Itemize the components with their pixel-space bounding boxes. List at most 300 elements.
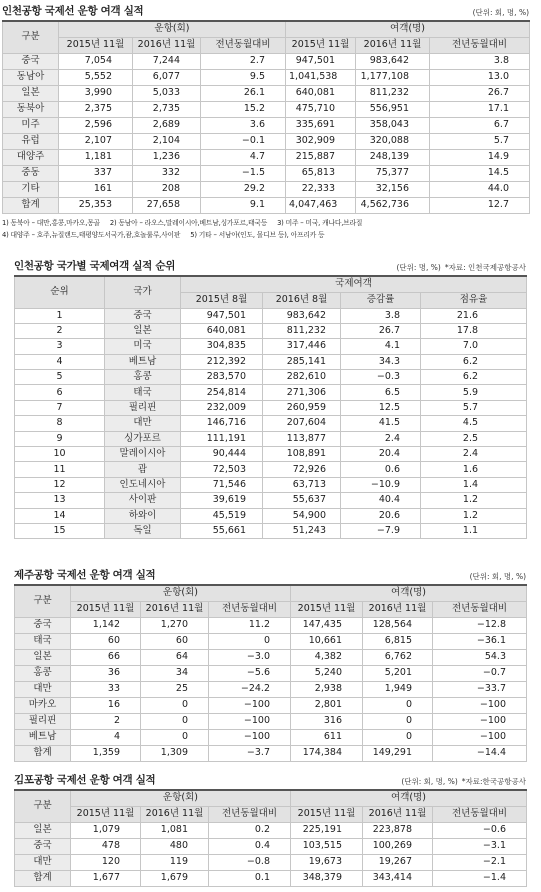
share-cell: 6.2 [421, 354, 527, 369]
flights-yoy-header: 전년동월대비 [201, 37, 286, 53]
aug-2016-cell: 113,877 [263, 431, 341, 446]
flights-2016-cell: 208 [133, 181, 201, 197]
rank-cell: 2 [15, 323, 105, 338]
region-cell: 중국 [3, 53, 59, 69]
passengers-2016-cell: 0 [363, 713, 433, 729]
passengers-2016-cell: 6,762 [363, 649, 433, 665]
region-cell: 동북아 [3, 101, 59, 117]
flights-2016-cell: 2,735 [133, 101, 201, 117]
passengers-yoy-cell: 44.0 [430, 181, 530, 197]
passengers-2016-cell: 19,267 [363, 854, 433, 870]
change-rate-cell: 6.5 [341, 385, 421, 400]
flights-2015-header: 2015년 11월 [71, 601, 141, 617]
source-text: *자료:한국공항공사 [461, 777, 526, 786]
rank-cell: 1 [15, 308, 105, 323]
table-row [3, 85, 530, 101]
table-row [15, 633, 527, 649]
flights-2015-cell: 1,359 [71, 745, 141, 761]
table-row [15, 649, 527, 665]
aug-2015-cell: 212,392 [181, 354, 263, 369]
passengers-yoy-cell: 6.7 [430, 117, 530, 133]
table-body [3, 53, 530, 213]
flights-2015-cell: 4 [71, 729, 141, 745]
table-row [15, 308, 527, 323]
source-text: *자료: 인천국제공항공사 [444, 263, 526, 272]
table-row [15, 447, 527, 462]
flights-yoy-cell: −24.2 [209, 681, 291, 697]
passengers-2016-cell: 6,815 [363, 633, 433, 649]
table-row [15, 493, 527, 508]
passengers-2015-cell: 65,813 [286, 165, 356, 181]
flights-2016-cell: 60 [141, 633, 209, 649]
passengers-2015-cell: 215,887 [286, 149, 356, 165]
change-rate-cell: 40.4 [341, 493, 421, 508]
passengers-2016-cell: 358,043 [356, 117, 430, 133]
aug-2015-cell: 254,814 [181, 385, 263, 400]
share-cell: 17.8 [421, 323, 527, 338]
passengers-2016-cell: 1,177,108 [356, 69, 430, 85]
passengers-2016-cell: 149,291 [363, 745, 433, 761]
footnotes [2, 217, 529, 241]
passengers-2016-cell: 1,949 [363, 681, 433, 697]
aug-2015-cell: 45,519 [181, 508, 263, 523]
rank-cell: 14 [15, 508, 105, 523]
table-row [15, 729, 527, 745]
region-cell: 유럽 [3, 133, 59, 149]
country-cell: 홍콩 [15, 665, 71, 681]
passengers-2016-cell: 0 [363, 729, 433, 745]
country-cell: 하와이 [105, 508, 181, 523]
section-header [2, 3, 529, 18]
table-row [15, 385, 527, 400]
passengers-2016-cell: 248,139 [356, 149, 430, 165]
table-row [3, 53, 530, 69]
rank-cell: 11 [15, 462, 105, 477]
aug-2015-cell: 232,009 [181, 400, 263, 415]
flights-2015-cell: 478 [71, 838, 141, 854]
country-header: 국가 [105, 276, 181, 308]
aug-2016-cell: 108,891 [263, 447, 341, 462]
flights-2016-cell: 2,689 [133, 117, 201, 133]
passengers-yoy-header: 전년동월대비 [433, 806, 527, 822]
flights-2015-cell: 60 [71, 633, 141, 649]
flights-yoy-cell: 9.1 [201, 197, 286, 213]
country-cell: 홍콩 [105, 370, 181, 385]
flights-2016-cell: 6,077 [133, 69, 201, 85]
passengers-2015-cell: 316 [291, 713, 363, 729]
passengers-yoy-cell: 14.5 [430, 165, 530, 181]
flights-2015-cell: 36 [71, 665, 141, 681]
flights-yoy-cell: 15.2 [201, 101, 286, 117]
passengers-2015-cell: 4,382 [291, 649, 363, 665]
country-cell: 합계 [15, 870, 71, 886]
flights-yoy-cell: 0.4 [209, 838, 291, 854]
flights-yoy-cell: 29.2 [201, 181, 286, 197]
aug-2015-cell: 640,081 [181, 323, 263, 338]
flights-2015-cell: 5,552 [59, 69, 133, 85]
passengers-2015-cell: 5,240 [291, 665, 363, 681]
aug-2015-cell: 39,619 [181, 493, 263, 508]
share-cell: 5.9 [421, 385, 527, 400]
flights-2016-cell: 332 [133, 165, 201, 181]
flights-2015-cell: 1,677 [71, 870, 141, 886]
rank-cell: 8 [15, 416, 105, 431]
change-rate-cell: 41.5 [341, 416, 421, 431]
flights-2016-header: 2016년 11월 [141, 806, 209, 822]
table-row [15, 323, 527, 338]
footnote-line [2, 217, 529, 229]
passengers-2015-cell: 475,710 [286, 101, 356, 117]
flights-yoy-cell: 4.7 [201, 149, 286, 165]
flights-2016-cell: 5,033 [133, 85, 201, 101]
header-row [15, 806, 527, 822]
flights-2016-cell: 480 [141, 838, 209, 854]
passengers-2015-cell: 1,041,538 [286, 69, 356, 85]
region-cell: 기타 [3, 181, 59, 197]
aug-2015-cell: 71,546 [181, 477, 263, 492]
region-cell: 중동 [3, 165, 59, 181]
passengers-2015-header: 2015년 11월 [291, 601, 363, 617]
flights-yoy-cell: −0.8 [209, 854, 291, 870]
flights-2015-cell: 1,142 [71, 617, 141, 633]
change-rate-cell: 20.4 [341, 447, 421, 462]
share-header: 점유율 [421, 292, 527, 308]
passengers-2016-header: 2016년 11월 [363, 806, 433, 822]
flights-2015-header: 2015년 11월 [71, 806, 141, 822]
aug-2016-cell: 271,306 [263, 385, 341, 400]
table-row [3, 181, 530, 197]
aug-2015-cell: 111,191 [181, 431, 263, 446]
share-cell: 1.2 [421, 508, 527, 523]
header-row [15, 585, 527, 601]
share-cell: 2.4 [421, 447, 527, 462]
aug-2016-cell: 811,232 [263, 323, 341, 338]
flights-yoy-cell: −5.6 [209, 665, 291, 681]
passengers-yoy-cell: −0.6 [433, 822, 527, 838]
flights-yoy-cell: 11.2 [209, 617, 291, 633]
unit-label: (단위: 회, 명, %) [472, 8, 529, 17]
table-row [15, 854, 527, 870]
flights-2016-cell: 64 [141, 649, 209, 665]
table-row [3, 69, 530, 85]
passengers-yoy-cell: −100 [433, 713, 527, 729]
flights-yoy-cell: 0 [209, 633, 291, 649]
flights-2015-cell: 337 [59, 165, 133, 181]
aug-2015-cell: 90,444 [181, 447, 263, 462]
rank-cell: 7 [15, 400, 105, 415]
change-rate-cell: 2.4 [341, 431, 421, 446]
region-cell: 미주 [3, 117, 59, 133]
section-title: 제주공항 국제선 운항 여객 실적 [14, 569, 156, 581]
table-row [3, 165, 530, 181]
country-cell: 필리핀 [105, 400, 181, 415]
table-row [15, 665, 527, 681]
footnote: 4) 대양주 – 호주,뉴질랜드,태평양도서국가,괌,호놀룰루,사이판 [2, 230, 181, 239]
region-cell: 대양주 [3, 149, 59, 165]
passengers-2016-cell: 811,232 [356, 85, 430, 101]
unit-text: (단위: 회, 명, %) [401, 777, 458, 786]
passengers-yoy-cell: −3.1 [433, 838, 527, 854]
passengers-2016-cell: 128,564 [363, 617, 433, 633]
passengers-2015-cell: 10,661 [291, 633, 363, 649]
aug-2016-cell: 317,446 [263, 339, 341, 354]
section-header [14, 772, 526, 787]
passengers-2016-cell: 343,414 [363, 870, 433, 886]
table-row [15, 431, 527, 446]
header-row [3, 21, 530, 37]
aug-2016-cell: 54,900 [263, 508, 341, 523]
flights-2016-cell: 1,270 [141, 617, 209, 633]
passengers-2015-cell: 302,909 [286, 133, 356, 149]
passengers-2015-cell: 174,384 [291, 745, 363, 761]
flights-2015-cell: 2,375 [59, 101, 133, 117]
passengers-yoy-cell: −36.1 [433, 633, 527, 649]
country-cell: 합계 [15, 745, 71, 761]
share-cell: 5.7 [421, 400, 527, 415]
table-row [15, 697, 527, 713]
footnote: 3) 미주 – 미국, 캐나다,브라질 [277, 218, 363, 227]
flights-2015-cell: 33 [71, 681, 141, 697]
table-header [3, 21, 530, 53]
country-cell: 인도네시아 [105, 477, 181, 492]
flights-2016-cell: 0 [141, 729, 209, 745]
table-row [15, 822, 527, 838]
flights-2015-cell: 3,990 [59, 85, 133, 101]
flights-2016-cell: 34 [141, 665, 209, 681]
incheon-rank-section [14, 258, 526, 539]
section-header [14, 258, 526, 273]
country-cell: 필리핀 [15, 713, 71, 729]
aug-2015-cell: 146,716 [181, 416, 263, 431]
header-row [3, 37, 530, 53]
passengers-2015-cell: 335,691 [286, 117, 356, 133]
country-cell: 중국 [105, 308, 181, 323]
passengers-group-header: 여객(명) [286, 21, 530, 37]
table-row [15, 681, 527, 697]
category-header: 구분 [3, 21, 59, 53]
passengers-yoy-header: 전년동월대비 [433, 601, 527, 617]
table-row [3, 149, 530, 165]
table-row [15, 523, 527, 538]
passengers-2015-header: 2015년 11월 [286, 37, 356, 53]
country-cell: 말레이시아 [105, 447, 181, 462]
aug-2016-cell: 51,243 [263, 523, 341, 538]
total-row [15, 870, 527, 886]
table-header [15, 276, 527, 308]
table-row [15, 617, 527, 633]
section-title: 인천공항 국가별 국제여객 실적 순위 [14, 260, 176, 272]
flights-yoy-cell: −1.5 [201, 165, 286, 181]
flights-2016-cell: 1,679 [141, 870, 209, 886]
passengers-2016-cell: 75,377 [356, 165, 430, 181]
aug-2015-header: 2015년 8월 [181, 292, 263, 308]
flights-2015-cell: 161 [59, 181, 133, 197]
country-cell: 중국 [15, 617, 71, 633]
table-header [15, 790, 527, 822]
table-row [15, 508, 527, 523]
passengers-yoy-cell: 14.9 [430, 149, 530, 165]
table-row [15, 838, 527, 854]
jeju-ops-section [14, 567, 526, 762]
change-rate-cell: 0.6 [341, 462, 421, 477]
passengers-group-header: 여객(명) [291, 585, 527, 601]
aug-2015-cell: 947,501 [181, 308, 263, 323]
flights-2015-cell: 2,107 [59, 133, 133, 149]
passengers-yoy-cell: 5.7 [430, 133, 530, 149]
passengers-2016-cell: 4,562,736 [356, 197, 430, 213]
passengers-yoy-cell: −1.4 [433, 870, 527, 886]
passengers-2015-cell: 19,673 [291, 854, 363, 870]
region-cell: 합계 [3, 197, 59, 213]
flights-yoy-cell: −100 [209, 713, 291, 729]
passengers-2016-cell: 0 [363, 697, 433, 713]
country-cell: 독일 [105, 523, 181, 538]
country-cell: 대만 [105, 416, 181, 431]
table-row [15, 462, 527, 477]
share-cell: 21.6 [421, 308, 527, 323]
share-cell: 7.0 [421, 339, 527, 354]
passengers-2015-cell: 2,801 [291, 697, 363, 713]
gimpo-ops-table [14, 789, 527, 887]
region-cell: 동남아 [3, 69, 59, 85]
country-cell: 베트남 [105, 354, 181, 369]
table-row [3, 133, 530, 149]
flights-group-header: 운항(회) [59, 21, 286, 37]
country-cell: 중국 [15, 838, 71, 854]
aug-2015-cell: 283,570 [181, 370, 263, 385]
flights-yoy-cell: −0.1 [201, 133, 286, 149]
section-title: 김포공항 국제선 운항 여객 실적 [14, 774, 156, 786]
table-body [15, 822, 527, 886]
rank-cell: 4 [15, 354, 105, 369]
aug-2016-cell: 282,610 [263, 370, 341, 385]
incheon-rank-table [14, 275, 527, 539]
total-row [3, 197, 530, 213]
flights-yoy-cell: −100 [209, 697, 291, 713]
aug-2016-cell: 72,926 [263, 462, 341, 477]
table-row [3, 117, 530, 133]
change-rate-cell: 3.8 [341, 308, 421, 323]
flights-2015-header: 2015년 11월 [59, 37, 133, 53]
flights-yoy-header: 전년동월대비 [209, 601, 291, 617]
country-cell: 대만 [15, 681, 71, 697]
share-cell: 1.4 [421, 477, 527, 492]
passengers-yoy-cell: −14.4 [433, 745, 527, 761]
share-cell: 4.5 [421, 416, 527, 431]
flights-2016-cell: 1,309 [141, 745, 209, 761]
flights-2015-cell: 1,181 [59, 149, 133, 165]
country-cell: 사이판 [105, 493, 181, 508]
passengers-2015-cell: 640,081 [286, 85, 356, 101]
flights-group-header: 운항(회) [71, 790, 291, 806]
passengers-yoy-cell: 3.8 [430, 53, 530, 69]
flights-yoy-cell: 0.1 [209, 870, 291, 886]
aug-2016-cell: 260,959 [263, 400, 341, 415]
change-rate-cell: 12.5 [341, 400, 421, 415]
change-rate-cell: 34.3 [341, 354, 421, 369]
passengers-2015-cell: 147,435 [291, 617, 363, 633]
passengers-yoy-header: 전년동월대비 [430, 37, 530, 53]
flights-2016-header: 2016년 11월 [141, 601, 209, 617]
passengers-2015-cell: 225,191 [291, 822, 363, 838]
country-cell: 싱가포르 [105, 431, 181, 446]
passengers-yoy-cell: 12.7 [430, 197, 530, 213]
change-rate-cell: 20.6 [341, 508, 421, 523]
category-header: 구분 [15, 585, 71, 617]
rank-cell: 6 [15, 385, 105, 400]
header-row [15, 601, 527, 617]
total-row [15, 745, 527, 761]
aug-2016-cell: 983,642 [263, 308, 341, 323]
flights-2016-cell: 119 [141, 854, 209, 870]
aug-2016-cell: 55,637 [263, 493, 341, 508]
passengers-2015-header: 2015년 11월 [291, 806, 363, 822]
passengers-2016-cell: 5,201 [363, 665, 433, 681]
passengers-2016-cell: 32,156 [356, 181, 430, 197]
flights-yoy-cell: 26.1 [201, 85, 286, 101]
passengers-2016-cell: 983,642 [356, 53, 430, 69]
flights-yoy-cell: −100 [209, 729, 291, 745]
unit-label [401, 776, 526, 787]
passengers-2016-header: 2016년 11월 [363, 601, 433, 617]
gimpo-ops-section [14, 772, 526, 887]
share-cell: 2.5 [421, 431, 527, 446]
country-cell: 대만 [15, 854, 71, 870]
share-cell: 6.2 [421, 370, 527, 385]
passengers-2016-cell: 223,878 [363, 822, 433, 838]
country-cell: 태국 [105, 385, 181, 400]
flights-yoy-cell: −3.0 [209, 649, 291, 665]
flights-2015-cell: 2,596 [59, 117, 133, 133]
jeju-ops-table [14, 584, 527, 762]
passengers-2016-cell: 100,269 [363, 838, 433, 854]
rank-cell: 9 [15, 431, 105, 446]
header-row [15, 790, 527, 806]
incheon-ops-section [2, 3, 529, 241]
aug-2015-cell: 304,835 [181, 339, 263, 354]
country-cell: 마카오 [15, 697, 71, 713]
rank-cell: 3 [15, 339, 105, 354]
passengers-2016-cell: 556,951 [356, 101, 430, 117]
passengers-yoy-cell: −100 [433, 697, 527, 713]
table-row [15, 370, 527, 385]
section-header [14, 567, 526, 582]
flights-yoy-cell: 0.2 [209, 822, 291, 838]
passengers-2015-cell: 22,333 [286, 181, 356, 197]
passengers-yoy-cell: −2.1 [433, 854, 527, 870]
flights-yoy-cell: 3.6 [201, 117, 286, 133]
flights-2016-cell: 1,081 [141, 822, 209, 838]
country-cell: 일본 [15, 649, 71, 665]
country-cell: 일본 [15, 822, 71, 838]
flights-yoy-cell: 2.7 [201, 53, 286, 69]
unit-label [396, 262, 526, 273]
flights-2016-cell: 0 [141, 697, 209, 713]
change-rate-cell: −10.9 [341, 477, 421, 492]
country-cell: 태국 [15, 633, 71, 649]
country-cell: 베트남 [15, 729, 71, 745]
passengers-yoy-cell: 13.0 [430, 69, 530, 85]
aug-2016-cell: 63,713 [263, 477, 341, 492]
header-row [15, 276, 527, 292]
country-cell: 미국 [105, 339, 181, 354]
rank-cell: 12 [15, 477, 105, 492]
section-title: 인천공항 국제선 운항 여객 실적 [2, 5, 144, 17]
aug-2016-header: 2016년 8월 [263, 292, 341, 308]
unit-text: (단위: 명, %) [396, 263, 441, 272]
table-row [15, 339, 527, 354]
unit-label: (단위: 회, 명, %) [469, 572, 526, 581]
